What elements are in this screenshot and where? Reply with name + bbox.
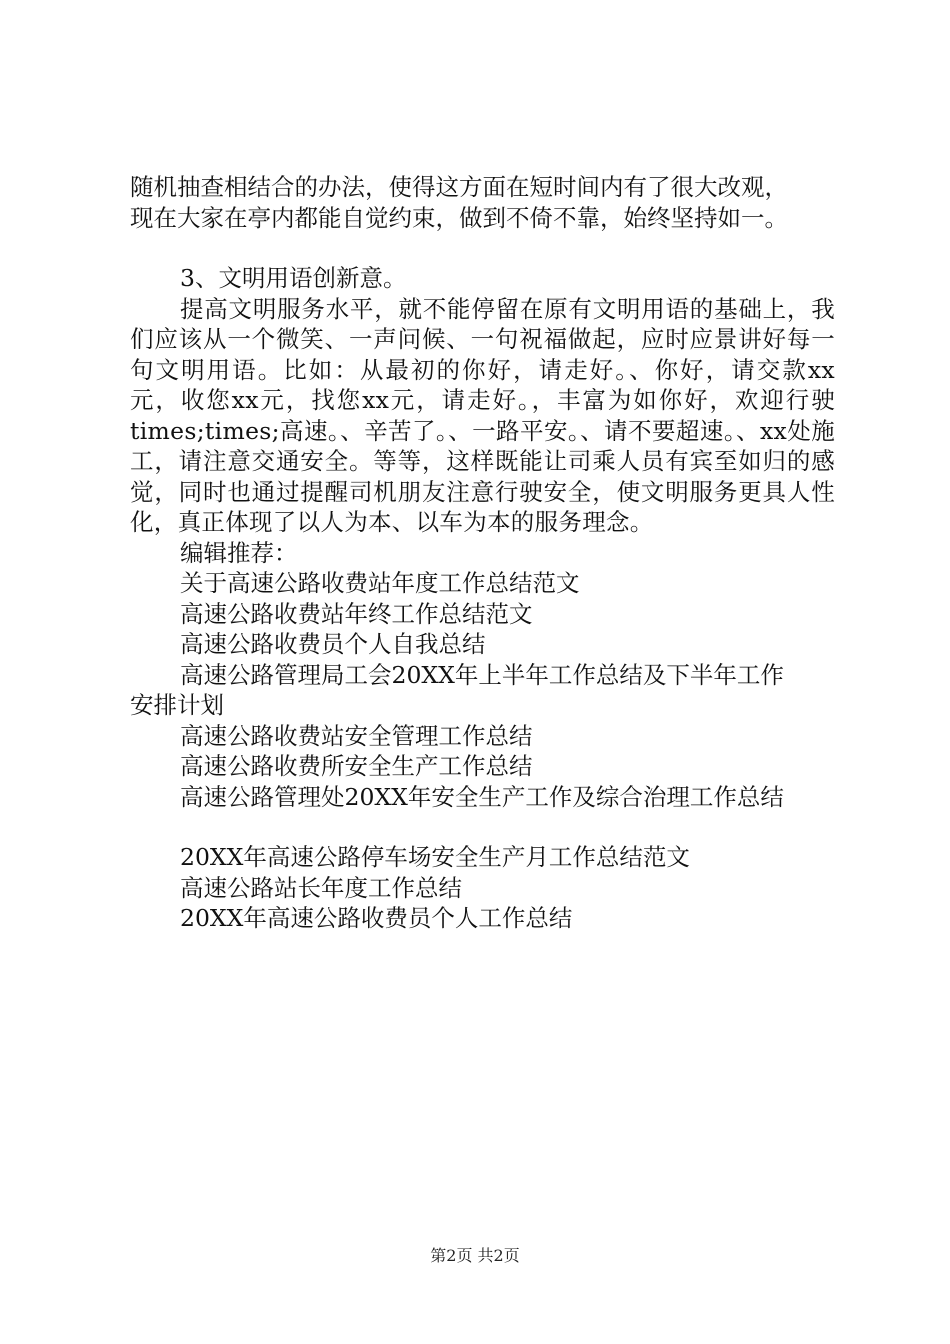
page-number-footer: 第2页 共2页 bbox=[430, 1246, 520, 1265]
recommend-link[interactable]: 高速公路管理处20XX年安全生产工作及综合治理工作总结 bbox=[180, 782, 784, 811]
recommend-link[interactable]: 高速公路收费站年终工作总结范文 bbox=[180, 599, 533, 628]
recommend-link[interactable]: 关于高速公路收费站年度工作总结范文 bbox=[180, 569, 580, 597]
intro-line: 现在大家在亭内都能自觉约束，做到不倚不靠，始终坚持如一。 bbox=[130, 203, 788, 232]
recommend-link[interactable]: 高速公路管理局工会20XX年上半年工作总结及下半年工作 bbox=[180, 660, 784, 689]
recommend-link[interactable]: 高速公路收费所安全生产工作总结 bbox=[180, 752, 533, 780]
document-body bbox=[130, 172, 850, 934]
recommend-link[interactable]: 高速公路收费员个人自我总结 bbox=[180, 630, 486, 658]
recommend-link[interactable]: 20XX年高速公路收费员个人工作总结 bbox=[180, 904, 573, 932]
recommend-label: 编辑推荐： bbox=[180, 538, 298, 567]
recommend-link-continuation[interactable]: 安排计划 bbox=[130, 691, 224, 719]
recommend-link[interactable]: 高速公路站长年度工作总结 bbox=[180, 873, 462, 902]
recommend-link[interactable]: 20XX年高速公路停车场安全生产月工作总结范文 bbox=[180, 843, 690, 871]
recommend-link[interactable]: 高速公路收费站安全管理工作总结 bbox=[180, 721, 533, 750]
body-paragraph: 提高文明服务水平，就不能停留在原有文明用语的基础上，我们应该从一个微笑、一声问候、一句祝福做起，应时应景讲好每一句文明用语。比如：从最初的你好，请走好。、你好，请交款xx元，收您xx元，找您xx元，请走好。，丰富为如你好，欢迎行驶times;times;高速。、辛苦了。、一路平安。、请不要超速。、xx处施工，请注意交通安全。等等，这样既能让司乘人员有宾至如归的感觉，同时也通过提醒司机朋友注意行驶安全，使文明服务更具人性化，真正体现了以人为本、以车为本的服务理念。 bbox=[130, 294, 835, 536]
intro-line: 随机抽查相结合的办法，使得这方面在短时间内有了很大改观， bbox=[130, 173, 788, 201]
section-heading: 3、文明用语创新意。 bbox=[180, 264, 407, 292]
